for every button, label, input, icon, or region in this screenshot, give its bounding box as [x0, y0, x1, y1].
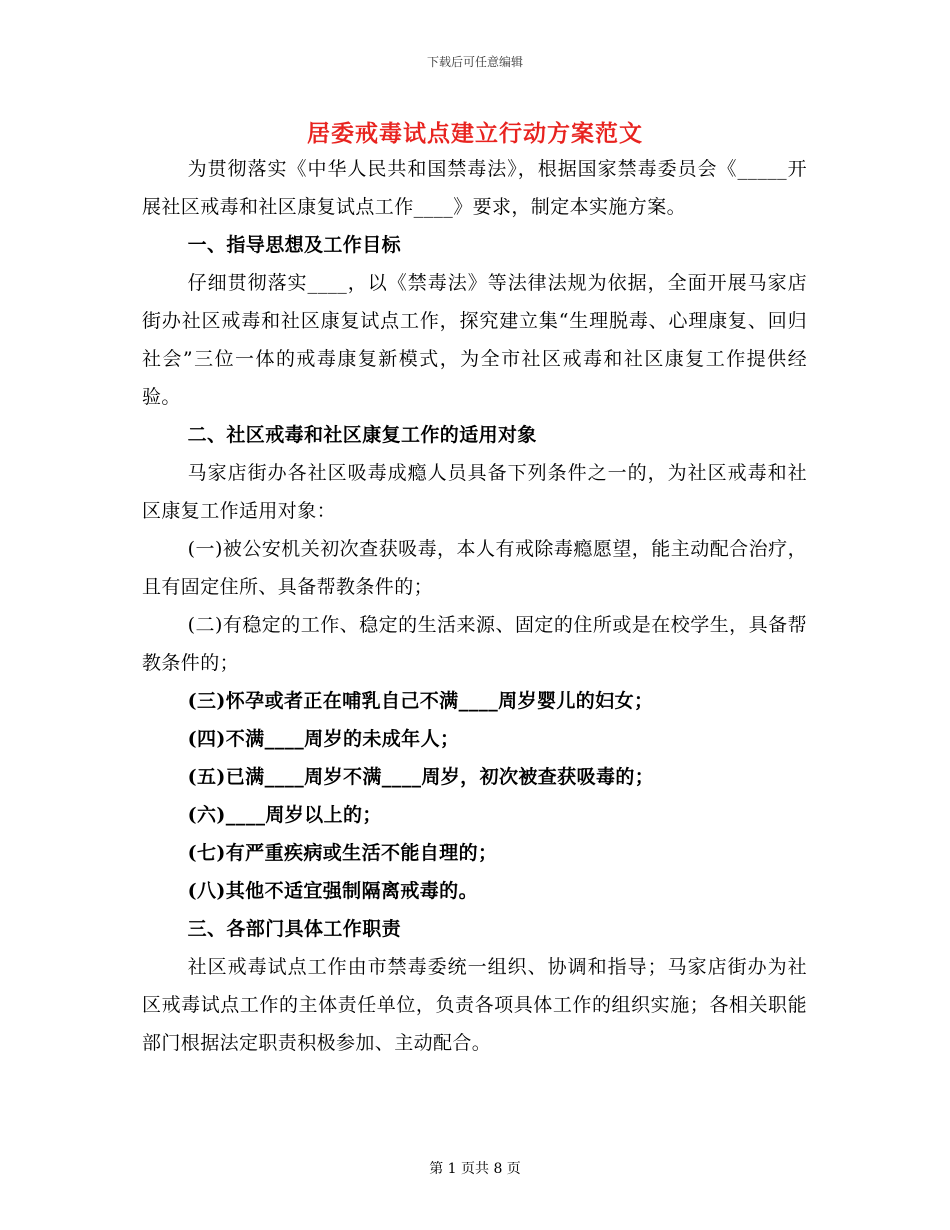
- document-body: [142, 150, 807, 1062]
- list-item-2: (二)有稳定的工作、稳定的生活来源、固定的住所或是在校学生，具备帮教条件的；: [142, 614, 807, 674]
- list-item-5: (五)已满____周岁不满____周岁，初次被查获吸毒的；: [187, 766, 655, 788]
- page-number: 第 1 页共 8 页: [429, 1161, 521, 1177]
- list-item-6: (六)____周岁以上的；: [187, 804, 382, 826]
- section-3-paragraph: 社区戒毒试点工作由市禁毒委统一组织、协调和指导；马家店街办为社区戒毒试点工作的主体责任单位，负责各项具体工作的组织实施；各相关职能部门根据法定职责积极参加、主动配合。: [142, 956, 807, 1054]
- section-heading-1: 一、指导思想及工作目标: [187, 234, 401, 256]
- section-heading-2: 二、社区戒毒和社区康复工作的适用对象: [187, 424, 537, 446]
- list-item-7: (七)有严重疾病或生活不能自理的；: [187, 842, 498, 864]
- section-2-paragraph: 马家店街办各社区吸毒成瘾人员具备下列条件之一的，为社区戒毒和社区康复工作适用对象：: [142, 462, 807, 522]
- page-header-note: 下载后可任意编辑: [426, 55, 523, 69]
- list-item-1: (一)被公安机关初次查获吸毒，本人有戒除毒瘾愿望，能主动配合治疗，且有固定住所、具备帮教条件的；: [142, 538, 807, 598]
- section-1-paragraph: 仔细贯彻落实____，以《禁毒法》等法律法规为依据，全面开展马家店街办社区戒毒和社区康复试点工作，探究建立集“生理脱毒、心理康复、回归社会”三位一体的戒毒康复新模式，为全市社区戒毒和社区康复工作提供经验。: [142, 272, 807, 408]
- list-item-3: (三)怀孕或者正在哺乳自己不满____周岁婴儿的妇女；: [187, 690, 654, 712]
- document-title: 居委戒毒试点建立行动方案范文: [307, 120, 643, 147]
- list-item-8: (八)其他不适宜强制隔离戒毒的。: [187, 880, 478, 902]
- list-item-4: (四)不满____周岁的未成年人；: [187, 728, 460, 750]
- intro-paragraph: 为贯彻落实《中华人民共和国禁毒法》，根据国家禁毒委员会《_____开展社区戒毒和社区康复试点工作____》要求，制定本实施方案。: [142, 158, 807, 218]
- section-heading-3: 三、各部门具体工作职责: [187, 918, 401, 940]
